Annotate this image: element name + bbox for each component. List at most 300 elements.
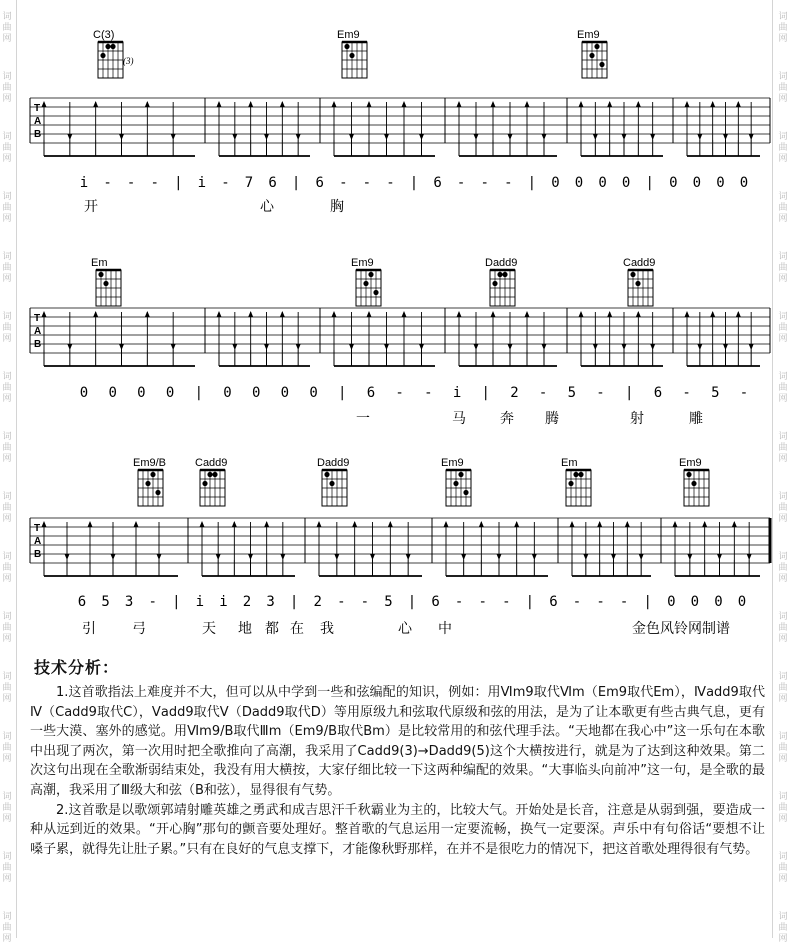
strum-arrow <box>639 554 644 560</box>
chord-extra-label: (3) <box>123 56 134 66</box>
watermark-char: 词 <box>2 372 12 382</box>
strum-arrow <box>217 101 222 107</box>
strum-arrow <box>264 134 269 140</box>
tab-clef-t: T <box>34 103 41 114</box>
watermark-char: 词 <box>2 252 12 262</box>
strum-arrow <box>296 134 301 140</box>
chord-name-label: Em <box>91 257 108 269</box>
watermark-char: 曲 <box>2 443 12 453</box>
strum-arrow <box>702 521 707 527</box>
chord-finger-dot <box>110 44 115 49</box>
chord-finger-dot <box>594 44 599 49</box>
strum-arrow <box>406 554 411 560</box>
watermark-char: 曲 <box>2 683 12 693</box>
strum-arrow <box>402 101 407 107</box>
strum-arrow <box>685 101 690 107</box>
analysis-paragraph-1: 1.这首歌指法上难度并不大，但可以从中学到一些和弦编配的知识，例如：用Ⅵm9取代Ⅵm（Em9取代Em），Ⅳadd9取代Ⅳ（Cadd9取代C），Ⅴadd9取代Ⅴ（Dadd9取代D）等用原级九和弦取代原级和弦的用法，是为了让本歌更有些古典气息，更有一些大漠、塞外的感觉。用Ⅵm9/B取代Ⅲm（Em9/B取代Bm）是比较常用的和弦代理手法。“天地都在我心中”这一乐句在本歌中出现了两次，第一次用时把全歌推向了高潮，我采用了Cadd9(3)→Dadd9(5)这个大横按进行，就是为了达到这种效果。第二次这句出现在全歌渐弱结束处，我没有用大横按，大家仔细比较一下这两种编配的效果。“大事临头向前冲”这一句，是全歌的最高潮，我采用了Ⅲ级大和弦（B和弦），显得很有气势。 <box>30 685 765 798</box>
chord-finger-dot <box>98 272 103 277</box>
jianpu-note: 6 <box>366 385 376 401</box>
jianpu-note: 2 <box>510 385 519 401</box>
strum-arrow <box>352 521 357 527</box>
watermark-char: 网 <box>2 694 12 704</box>
jianpu-note: | <box>194 385 204 401</box>
jianpu-note: | <box>174 175 183 191</box>
strum-arrow <box>622 134 627 140</box>
jianpu-note: 0 <box>669 175 678 191</box>
strum-arrow <box>280 101 285 107</box>
watermark-char: 词 <box>2 612 12 622</box>
chord-finger-dot <box>502 272 507 277</box>
watermark-char: 词 <box>778 312 788 322</box>
strum-arrow <box>419 344 424 350</box>
watermark-char: 曲 <box>778 23 788 33</box>
jianpu-note: - <box>480 175 489 191</box>
jianpu-note: 6 <box>315 175 324 191</box>
strum-arrow <box>749 344 754 350</box>
tab-clef-t: T <box>34 523 41 534</box>
watermark-char: 词 <box>2 12 12 22</box>
strum-arrow <box>697 134 702 140</box>
jianpu-note: - <box>148 594 157 610</box>
watermark-char: 词 <box>2 312 12 322</box>
chord-finger-dot <box>373 290 378 295</box>
lyric-char: 地 <box>238 621 252 637</box>
strum-arrow <box>42 101 47 107</box>
strum-arrow <box>508 134 513 140</box>
watermark-char: 曲 <box>778 923 788 933</box>
strum-arrow <box>384 134 389 140</box>
strum-arrow <box>171 344 176 350</box>
chord-finger-dot <box>630 272 635 277</box>
tab-clef-b: B <box>34 549 42 560</box>
analysis-paragraph-2: 2.这首歌是以歌颂郭靖射雕英雄之勇武和成吉思汗千秋霸业为主的，比较大气。开始处是长音，注意是从弱到强，要造成一种从远到近的效果。“开心胸”那句的颤音要处理好。整首歌的气息运用一定要流畅，换气一定要深。声乐中有句俗话“要想不让嗓子累，就得先让肚子累。”只有在良好的气息支撑下，才能像秋野那样，在并不是很吃力的情况下，把这首歌处理得很有气势。 <box>30 802 765 857</box>
watermark-char: 词 <box>778 432 788 442</box>
chord-name-label: Em9 <box>351 257 374 269</box>
chord-name-label: C(3) <box>93 29 115 41</box>
chord-finger-dot <box>368 272 373 277</box>
strum-arrow <box>736 101 741 107</box>
chord-finger-dot <box>589 53 594 58</box>
chord-name-label: Em9/B <box>133 457 167 469</box>
jianpu-note: 0 <box>716 175 725 191</box>
tab-clef-a: A <box>34 326 42 337</box>
strum-arrow <box>145 101 150 107</box>
jianpu-note: - <box>339 175 348 191</box>
watermark-char: 曲 <box>778 863 788 873</box>
watermark-char: 词 <box>778 372 788 382</box>
strum-arrow <box>248 554 253 560</box>
tab-clef-t: T <box>34 313 41 324</box>
strum-arrow <box>65 554 70 560</box>
watermark-char: 网 <box>2 34 12 44</box>
jianpu-note: 0 <box>551 175 560 191</box>
watermark-char: 网 <box>2 154 12 164</box>
jianpu-note: - <box>454 594 464 610</box>
watermark-char: 网 <box>778 94 788 104</box>
strum-arrow <box>636 311 641 317</box>
jianpu-note: - <box>504 175 513 191</box>
watermark-char: 词 <box>2 432 12 442</box>
watermark-char: 网 <box>778 814 788 824</box>
strum-arrow <box>134 521 139 527</box>
watermark-char: 曲 <box>778 323 788 333</box>
strum-arrow <box>525 101 530 107</box>
strum-arrow <box>93 311 98 317</box>
watermark-char: 曲 <box>2 323 12 333</box>
jianpu-note: - <box>395 385 404 401</box>
watermark-char: 词 <box>778 912 788 922</box>
jianpu-note: 0 <box>280 385 290 401</box>
watermark-char: 词 <box>778 12 788 22</box>
watermark-char: 网 <box>778 754 788 764</box>
strum-arrow <box>710 311 715 317</box>
watermark-char: 曲 <box>778 383 788 393</box>
watermark-char: 词 <box>2 192 12 202</box>
strum-arrow <box>570 521 575 527</box>
strum-arrow <box>217 311 222 317</box>
strum-arrow <box>119 134 124 140</box>
watermark-char: 网 <box>778 154 788 164</box>
chord-finger-dot <box>578 472 583 477</box>
jianpu-note: 0 <box>309 385 318 401</box>
chord-name-label: Cadd9 <box>623 257 656 269</box>
lyric-char: 心 <box>260 199 274 215</box>
watermark-char: 网 <box>2 634 12 644</box>
jianpu-note: | <box>289 594 299 610</box>
jianpu-note: | <box>645 175 654 191</box>
strum-arrow <box>650 134 655 140</box>
strum-arrow <box>419 134 424 140</box>
strum-arrow <box>542 134 547 140</box>
jianpu-note: - <box>126 175 136 191</box>
strum-arrow <box>457 311 462 317</box>
watermark-char: 网 <box>778 874 788 884</box>
strum-arrow <box>474 344 479 350</box>
strum-arrow <box>593 134 598 140</box>
watermark-char: 网 <box>2 874 12 884</box>
jianpu-note: i <box>219 594 228 610</box>
chord-finger-dot <box>212 472 217 477</box>
jianpu-note: 5 <box>567 385 577 401</box>
watermark-char: 曲 <box>2 143 12 153</box>
chord-finger-dot <box>458 472 463 477</box>
strum-arrow <box>367 101 372 107</box>
watermark-char: 曲 <box>2 563 12 573</box>
strum-arrow <box>171 134 176 140</box>
watermark-char: 网 <box>2 394 12 404</box>
strum-arrow <box>332 101 337 107</box>
strum-arrow <box>296 344 301 350</box>
strum-arrow <box>622 344 627 350</box>
jianpu-note: - <box>682 385 691 401</box>
jianpu-note: 3 <box>124 594 134 610</box>
strum-arrow <box>111 554 116 560</box>
watermark-char: 曲 <box>2 23 12 33</box>
strum-arrow <box>607 101 612 107</box>
jianpu-note: i <box>195 594 205 610</box>
jianpu-note: 5 <box>711 385 720 401</box>
jianpu-note: 0 <box>165 385 175 401</box>
jianpu-note: 5 <box>384 594 393 610</box>
jianpu-note: | <box>624 385 634 401</box>
strum-arrow <box>119 344 124 350</box>
strum-arrow <box>747 554 752 560</box>
jianpu-note: | <box>525 594 535 610</box>
chord-name-label: Em <box>561 457 578 469</box>
watermark-char: 网 <box>778 334 788 344</box>
strum-arrow <box>367 311 372 317</box>
watermark-char: 网 <box>778 634 788 644</box>
watermark-char: 曲 <box>2 923 12 933</box>
strum-arrow <box>457 101 462 107</box>
watermark-char: 曲 <box>2 623 12 633</box>
chord-finger-dot <box>155 490 160 495</box>
strum-arrow <box>264 521 269 527</box>
strum-arrow <box>525 311 530 317</box>
strum-arrow <box>685 311 690 317</box>
jianpu-note: | <box>338 385 347 401</box>
watermark-char: 曲 <box>2 83 12 93</box>
chord-name-label: Em9 <box>577 29 600 41</box>
lyric-char: 奔 <box>500 411 514 427</box>
chord-finger-dot <box>686 472 691 477</box>
strum-arrow <box>732 521 737 527</box>
strum-arrow <box>317 521 322 527</box>
watermark-char: 网 <box>778 694 788 704</box>
strum-arrow <box>514 521 519 527</box>
strum-arrow <box>248 101 253 107</box>
tab-clef-b: B <box>34 339 42 350</box>
chord-finger-dot <box>363 281 368 286</box>
strum-arrow <box>88 521 93 527</box>
watermark-char: 曲 <box>778 743 788 753</box>
watermark-char: 网 <box>2 334 12 344</box>
jianpu-note: - <box>337 594 346 610</box>
strum-arrow <box>334 554 339 560</box>
jianpu-note: - <box>221 175 230 191</box>
strum-arrow <box>157 554 162 560</box>
jianpu-note: | <box>409 175 419 191</box>
strum-arrow <box>216 554 221 560</box>
jianpu-note: 6 <box>549 594 558 610</box>
strum-arrow <box>736 311 741 317</box>
strum-arrow <box>611 554 616 560</box>
chord-name-label: Em9 <box>337 29 360 41</box>
jianpu-note: 0 <box>251 385 261 401</box>
watermark-char: 曲 <box>2 863 12 873</box>
jianpu-note: 6 <box>77 594 87 610</box>
watermark-char: 网 <box>2 454 12 464</box>
chord-finger-dot <box>497 272 502 277</box>
lyric-char: 雕 <box>689 411 703 427</box>
strum-arrow <box>579 101 584 107</box>
watermark-char: 词 <box>778 672 788 682</box>
strum-arrow <box>508 344 513 350</box>
watermark-char: 词 <box>778 72 788 82</box>
strum-arrow <box>497 554 502 560</box>
watermark-char: 曲 <box>778 683 788 693</box>
strum-arrow <box>402 311 407 317</box>
chord-finger-dot <box>100 53 105 58</box>
watermark-char: 曲 <box>778 503 788 513</box>
jianpu-note: 0 <box>692 175 702 191</box>
watermark-char: 曲 <box>2 203 12 213</box>
watermark-char: 网 <box>2 814 12 824</box>
lyric-char: 心 <box>398 621 412 637</box>
strum-arrow <box>248 311 253 317</box>
chord-finger-dot <box>568 481 573 486</box>
watermark-char: 曲 <box>778 563 788 573</box>
lyric-char: 射 <box>630 411 644 427</box>
watermark-char: 网 <box>2 274 12 284</box>
lyric-char: 都 <box>265 621 279 637</box>
watermark-char: 曲 <box>2 743 12 753</box>
jianpu-note: 0 <box>690 594 700 610</box>
strum-arrow <box>532 554 537 560</box>
jianpu-note: - <box>150 175 159 191</box>
strum-arrow <box>593 344 598 350</box>
jianpu-note: - <box>456 175 466 191</box>
strum-arrow <box>625 521 630 527</box>
watermark-char: 词 <box>778 492 788 502</box>
chord-finger-dot <box>492 281 497 286</box>
strum-arrow <box>384 344 389 350</box>
strum-arrow <box>349 344 354 350</box>
watermark-char: 词 <box>2 72 12 82</box>
jianpu-note: 0 <box>667 594 676 610</box>
chord-finger-dot <box>202 481 207 486</box>
chord-finger-dot <box>349 53 354 58</box>
strum-arrow <box>93 101 98 107</box>
watermark-char: 曲 <box>778 143 788 153</box>
jianpu-note: 0 <box>739 175 749 191</box>
jianpu-note: - <box>596 385 605 401</box>
strum-arrow <box>232 521 237 527</box>
strum-arrow <box>42 311 47 317</box>
lyric-char: 我 <box>320 621 334 637</box>
jianpu-note: | <box>407 594 417 610</box>
chord-finger-dot <box>150 472 155 477</box>
lyric-char: 中 <box>438 621 452 637</box>
jianpu-note: 6 <box>653 385 663 401</box>
jianpu-note: - <box>596 594 605 610</box>
strum-arrow <box>579 311 584 317</box>
watermark-char: 词 <box>778 852 788 862</box>
jianpu-note: - <box>103 175 112 191</box>
lyric-char: 在 <box>290 621 304 637</box>
watermark-char: 曲 <box>2 803 12 813</box>
jianpu-note: | <box>172 594 181 610</box>
strum-arrow <box>650 344 655 350</box>
chord-finger-dot <box>573 472 578 477</box>
jianpu-note: 0 <box>621 175 631 191</box>
strum-arrow <box>583 554 588 560</box>
technical-analysis <box>30 655 765 859</box>
lyric-char: 弓 <box>132 621 146 637</box>
jianpu-note: | <box>481 385 490 401</box>
jianpu-note: i <box>79 175 89 191</box>
strum-arrow <box>280 554 285 560</box>
watermark-char: 网 <box>778 34 788 44</box>
watermark-char: 词 <box>2 492 12 502</box>
chord-name-label: Em9 <box>441 457 464 469</box>
chord-finger-dot <box>453 481 458 486</box>
strum-arrow <box>723 134 728 140</box>
jianpu-note: i <box>452 385 462 401</box>
strum-arrow <box>461 554 466 560</box>
strum-arrow <box>349 134 354 140</box>
strum-arrow <box>444 521 449 527</box>
chord-finger-dot <box>103 281 108 286</box>
chord-finger-dot <box>105 44 110 49</box>
watermark-char: 词 <box>778 792 788 802</box>
jianpu-note: 0 <box>223 385 232 401</box>
strum-arrow <box>280 311 285 317</box>
jianpu-note: 7 <box>244 175 254 191</box>
strum-arrow <box>723 344 728 350</box>
chord-name-label: Dadd9 <box>485 257 518 269</box>
jianpu-note: - <box>502 594 511 610</box>
watermark-char: 词 <box>778 252 788 262</box>
chord-finger-dot <box>145 481 150 486</box>
strum-arrow <box>370 554 375 560</box>
jianpu-note: 0 <box>108 385 117 401</box>
watermark-char: 词 <box>2 672 12 682</box>
strum-arrow <box>67 344 72 350</box>
jianpu-note: 6 <box>268 175 277 191</box>
jianpu-note: - <box>360 594 370 610</box>
strum-arrow <box>636 101 641 107</box>
watermark-char: 词 <box>778 192 788 202</box>
watermark-char: 词 <box>778 612 788 622</box>
strum-arrow <box>388 521 393 527</box>
jianpu-note: 6 <box>433 175 442 191</box>
arranger-credit: 金色风铃网制谱 <box>632 621 730 637</box>
chord-name-label: Dadd9 <box>317 457 350 469</box>
tab-clef-a: A <box>34 536 42 547</box>
strum-arrow <box>697 344 702 350</box>
jianpu-note: - <box>478 594 487 610</box>
chord-finger-dot <box>599 62 604 67</box>
jianpu-note: - <box>424 385 433 401</box>
strum-arrow <box>491 101 496 107</box>
watermark-char: 曲 <box>778 83 788 93</box>
lyric-char: 一 <box>356 411 370 427</box>
watermark-char: 网 <box>2 94 12 104</box>
jianpu-note: 5 <box>101 594 110 610</box>
strum-arrow <box>200 521 205 527</box>
watermark-char: 曲 <box>2 503 12 513</box>
jianpu-note: | <box>643 594 652 610</box>
jianpu-note: - <box>386 175 395 191</box>
strum-arrow <box>479 521 484 527</box>
jianpu-note: 2 <box>242 594 252 610</box>
lyric-char: 引 <box>82 621 96 637</box>
jianpu-note: | <box>527 175 537 191</box>
chord-name-label: Cadd9 <box>195 457 228 469</box>
jianpu-note: - <box>619 594 629 610</box>
lyric-char: 开 <box>84 199 98 215</box>
strum-arrow <box>332 311 337 317</box>
strum-arrow <box>232 134 237 140</box>
jianpu-note: - <box>572 594 582 610</box>
analysis-title: 技术分析： <box>34 658 120 677</box>
watermark-char: 曲 <box>778 803 788 813</box>
jianpu-note: 2 <box>313 594 322 610</box>
jianpu-note: 3 <box>266 594 275 610</box>
watermark-char: 网 <box>778 514 788 524</box>
strum-arrow <box>597 521 602 527</box>
